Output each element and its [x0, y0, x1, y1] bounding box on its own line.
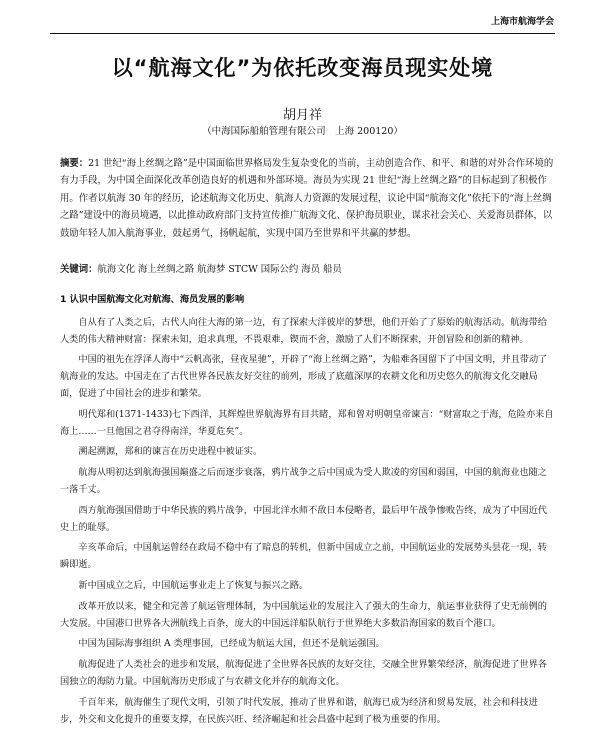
body-paragraph: 溯起溯源，郑和的谏言在历史进程中被证实。 [78, 446, 263, 458]
keywords [60, 261, 555, 278]
body-paragraph: 千百年来，航海催生了现代文明，引领了时代发展，推动了世界和谐，航海已成为经济和贸易发展，社会和科技进步，外交和文化提升的重要支撑，在民族兴旺、经济崛起和社会昌盛中起到了极为重要的作用。 [60, 696, 538, 725]
section-heading: 1 认识中国航海文化对航海、海员发展的影响 [60, 294, 245, 305]
abstract [60, 155, 555, 242]
keywords-text: 航海文化 海上丝绸之路 航海梦 STCW 国际公约 海员 船员 [97, 264, 342, 275]
body-paragraph: 辛亥革命后，中国航运曾经在政局不稳中有了暗息的转机，但新中国成立之前，中国航运业的发展势头昙花一现，转瞬即逝。 [60, 542, 547, 571]
abstract-label: 摘要： [60, 158, 89, 169]
keywords-label: 关键词： [60, 264, 98, 275]
article-title: 以“航海文化”为依托改变海员现实处境 [111, 56, 494, 80]
article-body [60, 292, 555, 732]
body-paragraph: 自从有了人类之后，古代人向往大海的第一边，有了探索大洋彼岸的梦想，他们开始了了原始的航海活动。航海带给人类的伟大精神财富：探索未知，追求真理，不畏艰难，锲而不舍，激励了人们不断探索，开创冒险和创新的精神。 [60, 316, 547, 345]
body-paragraph: 中国为国际海事组织 A 类理事国，已经成为航运大国，但还不是航运强国。 [78, 638, 385, 650]
header-rule [50, 33, 555, 34]
body-paragraph: 航海促进了人类社会的进步和发展，航海促进了全世界各民族的友好交往，交融全世界繁荣经济，航海促进了世界各国独立的海防力量。中国航海历史形成了与农耕文化并存的航海文化。 [60, 659, 547, 687]
abstract-text: 21 世纪“海上丝绸之路”是中国面临世界格局发生复杂变化的当前，主动创造合作、和平、和谐的对外合作环境的有力手段，为中国全面深化改革创造良好的机遇和外部环境。海员为实现 21 世纪“海上丝绸之路”的目标起到了积极作用。作者以航海 30 年的经历，论述航海文化历史、航海人力资源的发展过程，议论中国“航海文化”依托下的“海上丝绸之路”建设中的海员境遇，以此推动政府部门支持宣传推广航海文化、保护海员职业，谋求社会关心、关爱海员群体，以鼓励年轻人加入航海事业，鼓起勇气，扬帆起航，实现中国乃至世界和平共赢的梦想。 [60, 158, 554, 239]
body-paragraph: 新中国成立之后，中国航运事业走上了恢复与振兴之路。 [78, 579, 309, 591]
running-header: 上海市航海学会 [490, 17, 554, 27]
body-paragraph: 改革开放以来，健全和完善了航运管理体制，为中国航运业的发展注入了强大的生命力，航运事业获得了史无前例的大发展。中国港口世界各大洲航线上百条，庞大的中国远洋船队航行于世界绝大多数沿海国家的数百个港口。 [60, 600, 547, 629]
body-paragraph: 中国的祖先在浮泽人海中“云帆高张，昼夜星驰”，开辟了“海上丝绸之路”，为船难各国留下了中国文明，并且带动了航海业的发达。中国走在了古代世界各民族友好交往的前列，形成了底蕴深厚的农耕文化和历史悠久的航海文化交融局面，促进了中国社会的进步和繁荣。 [60, 354, 548, 399]
author-affiliation: （中海国际船舶管理有限公司 上海 200120） [202, 126, 403, 137]
body-paragraph: 明代郑和(1371-1433)七下西洋，其辉煌世界航海界有目共睹，郑和曾对明朝皇帝谏言：“财富取之于海，危险亦来自海上……一旦他国之君夺得南洋，华夏危矣”。 [60, 408, 554, 437]
body-paragraph: 西方航海强国借助于中华民族的鸦片战争，中国北洋水师不敌日本侵略者，最后甲午战争惨败告终，成为了中国近代史上的耻辱。 [60, 504, 547, 533]
author-name: 胡月祥 [282, 108, 322, 123]
body-paragraph: 航海从明初达到航海强国巅盛之后而逐步衰落，鸦片战争之后中国成为受人欺凌的穷国和弱国，中国的航海业也随之一落千丈。 [60, 467, 547, 495]
